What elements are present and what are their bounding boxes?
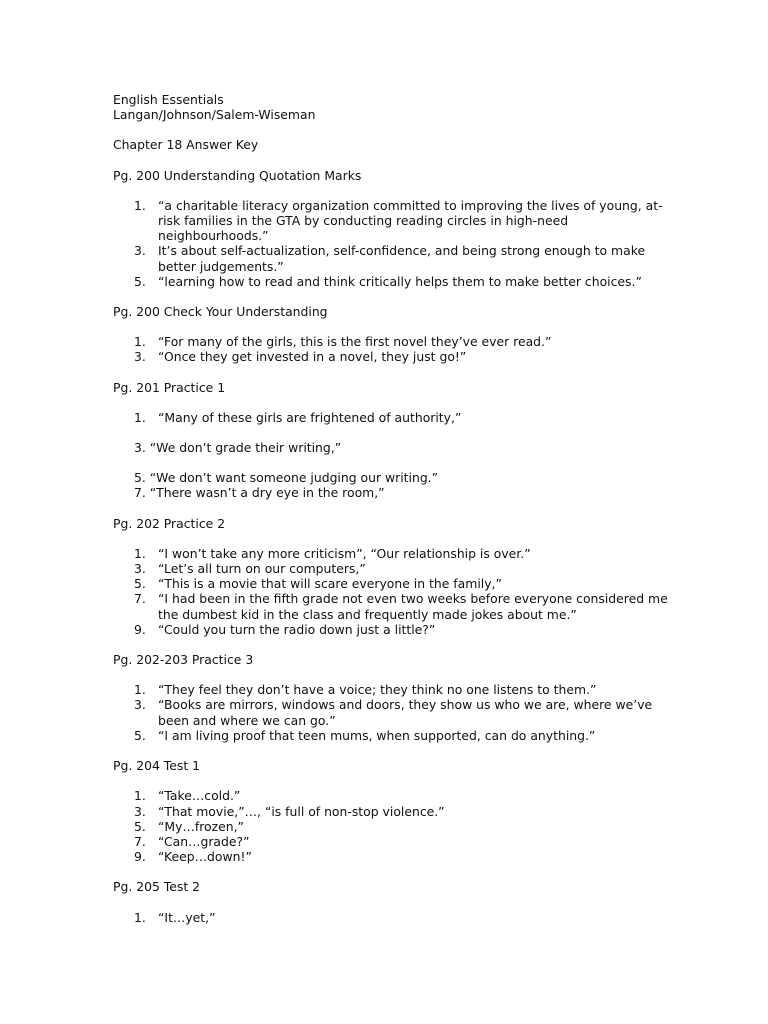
item-number: 9.: [134, 849, 146, 865]
list-item: 5. “We don’t want someone judging our writing.”: [134, 470, 439, 486]
item-text: “a charitable literacy organization committed to improving the lives of young, at-risk families in the GTA by conducting reading circles in high-need neighbourhoods.”: [158, 197, 663, 244]
list-item: [113, 728, 668, 743]
section-heading: Pg. 204 Test 1: [113, 758, 201, 774]
list-item: [113, 697, 668, 727]
list-item: [113, 349, 668, 364]
answer-list: [113, 682, 673, 743]
section-heading: Pg. 202-203 Practice 3: [113, 652, 254, 668]
list-item: [113, 274, 668, 289]
item-number: 1.: [134, 409, 146, 425]
answer-list-loose: [113, 440, 673, 501]
list-item: [113, 198, 668, 244]
item-text: “That movie,”…, “is full of non-stop violence.”: [158, 803, 445, 819]
list-item: [113, 819, 668, 834]
item-text: “Let’s all turn on our computers,”: [158, 561, 366, 577]
answer-list: [113, 788, 673, 864]
list-item: [113, 410, 668, 425]
list-item: [113, 910, 668, 925]
item-number: 3.: [134, 561, 146, 577]
list-item: [113, 334, 668, 349]
document-authors: Langan/Johnson/Salem-Wiseman: [113, 107, 316, 123]
section-heading: Pg. 200 Check Your Understanding: [113, 304, 328, 320]
item-number: 7.: [134, 591, 146, 607]
list-item: [113, 546, 668, 561]
item-text: “Books are mirrors, windows and doors, they show us who we are, where we’ve been and where we can go.”: [158, 697, 653, 728]
list-item: [113, 834, 668, 849]
item-text: “Keep…down!”: [158, 849, 252, 865]
list-item: [113, 561, 668, 576]
item-text: “Can…grade?”: [158, 833, 250, 849]
item-text: “This is a movie that will scare everyone in the family,”: [158, 576, 502, 592]
list-item: [113, 622, 668, 637]
item-number: 1.: [134, 197, 146, 213]
list-item: 3. “We don’t grade their writing,”: [134, 440, 342, 456]
item-number: 1.: [134, 545, 146, 561]
item-number: 1.: [134, 909, 146, 925]
item-number: 5.: [134, 576, 146, 592]
section-heading: Pg. 200 Understanding Quotation Marks: [113, 167, 362, 183]
item-number: 1.: [134, 788, 146, 804]
section-heading: Pg. 202 Practice 2: [113, 515, 226, 531]
list-item: [113, 591, 668, 621]
item-text: “For many of the girls, this is the first novel they’ve ever read.”: [158, 334, 552, 350]
item-text: “Could you turn the radio down just a little?”: [158, 621, 436, 637]
item-number: 3.: [134, 349, 146, 365]
item-text: “I had been in the fifth grade not even two weeks before everyone considered me the dumbest kid in the class and frequently made jokes about me.”: [158, 591, 668, 622]
item-number: 9.: [134, 621, 146, 637]
list-item: [113, 849, 668, 864]
list-item: [113, 804, 668, 819]
item-number: 3.: [134, 243, 146, 259]
item-number: 5.: [134, 273, 146, 289]
list-item: 7. “There wasn’t a dry eye in the room,”: [134, 485, 385, 501]
item-text: “Once they get invested in a novel, they just go!”: [158, 349, 467, 365]
item-number: 5.: [134, 727, 146, 743]
list-item: [113, 682, 668, 697]
item-text: It’s about self-actualization, self-confidence, and being strong enough to make better judgements.”: [158, 243, 646, 274]
item-text: “learning how to read and think critically helps them to make better choices.”: [158, 273, 642, 289]
item-text: “Many of these girls are frightened of authority,”: [158, 409, 462, 425]
list-item: [113, 243, 668, 273]
item-number: 5.: [134, 818, 146, 834]
item-text: “It…yet,”: [158, 909, 216, 925]
section-heading: Pg. 205 Test 2: [113, 879, 201, 895]
item-number: 1.: [134, 682, 146, 698]
item-number: 3.: [134, 697, 146, 713]
answer-list: [113, 198, 673, 289]
answer-list: [113, 910, 673, 925]
answer-list: [113, 546, 673, 637]
list-spacer: [113, 455, 673, 470]
section-heading: Pg. 201 Practice 1: [113, 379, 226, 395]
list-item: [113, 788, 668, 803]
item-number: 3.: [134, 803, 146, 819]
item-text: “Take…cold.”: [158, 788, 241, 804]
item-number: 1.: [134, 334, 146, 350]
item-text: “My…frozen,”: [158, 818, 244, 834]
answer-list: [113, 334, 673, 364]
chapter-title: Chapter 18 Answer Key: [113, 137, 259, 153]
document-title: English Essentials: [113, 92, 224, 107]
item-text: “They feel they don’t have a voice; they think no one listens to them.”: [158, 682, 597, 698]
document-body: [113, 92, 673, 925]
item-text: “I won’t take any more criticism”, “Our relationship is over.”: [158, 545, 531, 561]
item-number: 7.: [134, 833, 146, 849]
list-item: [113, 576, 668, 591]
item-text: “I am living proof that teen mums, when supported, can do anything.”: [158, 727, 596, 743]
answer-list: [113, 410, 673, 425]
